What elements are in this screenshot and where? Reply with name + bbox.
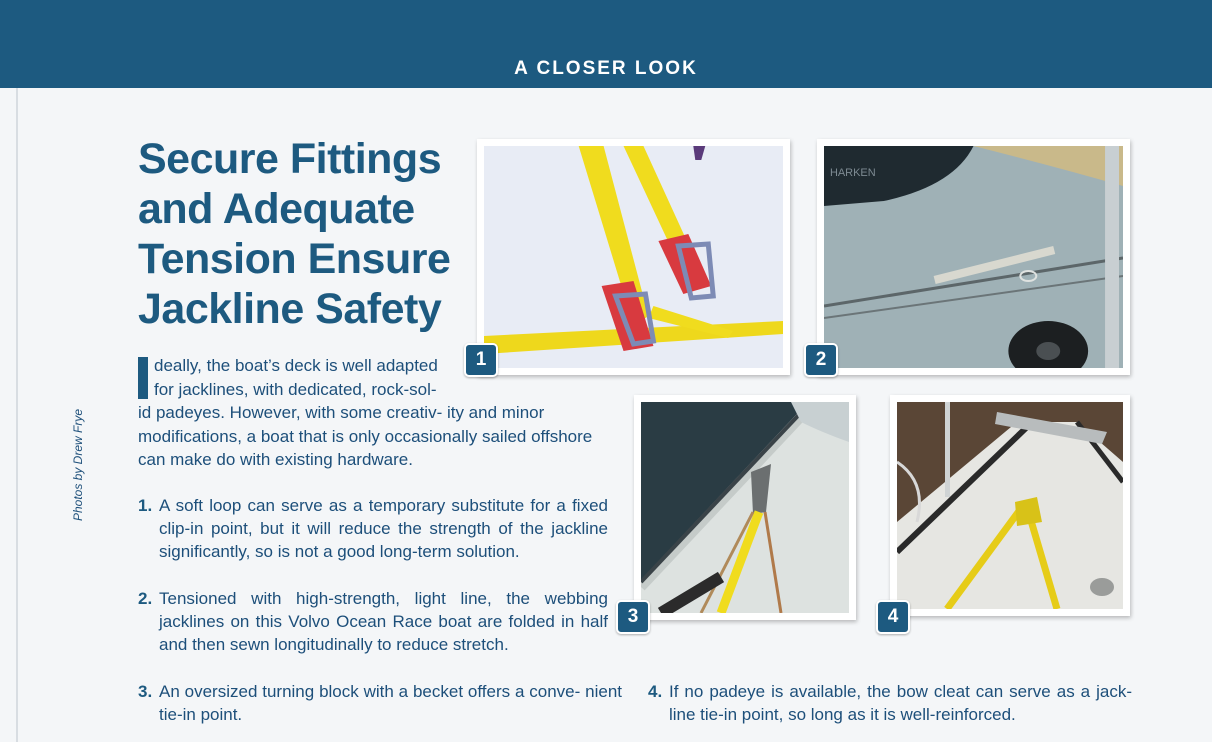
photo-badge-3: 3 [616,600,650,634]
photo-1-image [484,146,783,368]
caption-number: 2. [138,589,153,608]
caption-text: An oversized turning block with a becket offers a conve- nient tie-in point. [159,682,622,724]
article-headline: Secure Fittings and Adequate Tension Ensure Jackline Safety [138,135,451,333]
section-kicker: A CLOSER LOOK [514,58,698,79]
photo-4-image [897,402,1123,609]
left-margin-rule [16,88,18,742]
photo-3-turning-block [634,395,856,620]
caption-item-3 [138,680,622,726]
photo-3-image [641,402,849,613]
photo-1-soft-loop [477,139,790,375]
caption-number: 1. [138,496,153,515]
photo-2-volvo-jackline [817,139,1130,375]
caption-text: If no padeye is available, the bow cleat can serve as a jack- line tie-in point, so long as it is well-reinforced. [669,682,1132,724]
intro-rest: id padeyes. However, with some creativ- ity and minor modifications, a boat that is only occasionally sailed offshore can make do with existing hardware. [138,403,593,469]
photo-badge-4: 4 [876,600,910,634]
caption-text: Tensioned with high-strength, light line, the webbing jacklines on this Volvo Ocean Race boat are folded in half and then sewn longitudinally to reduce stretch. [159,589,608,654]
photo-badge-2: 2 [804,343,838,377]
drop-cap [138,357,148,399]
caption-number: 4. [648,682,663,701]
photo-2-image [824,146,1123,368]
harken-logo-text: HARKEN [829,166,876,180]
photo-credit: Photos by Drew Frye [71,408,85,522]
caption-item-4 [648,680,1132,726]
caption-item-1 [138,494,608,563]
caption-item-2 [138,587,608,656]
caption-text: A soft loop can serve as a temporary substitute for a fixed clip-in point, but it will reduce the strength of the jackline significantly, so is not a good long-term solution. [159,496,608,561]
photo-badge-1: 1 [464,343,498,377]
caption-number: 3. [138,682,153,701]
photo-4-bow-cleat [890,395,1130,616]
header-bar [0,0,1212,88]
intro-first-line: deally, the boat’s deck is well adapted for jacklines, with dedicated, rock-sol- [154,356,438,399]
